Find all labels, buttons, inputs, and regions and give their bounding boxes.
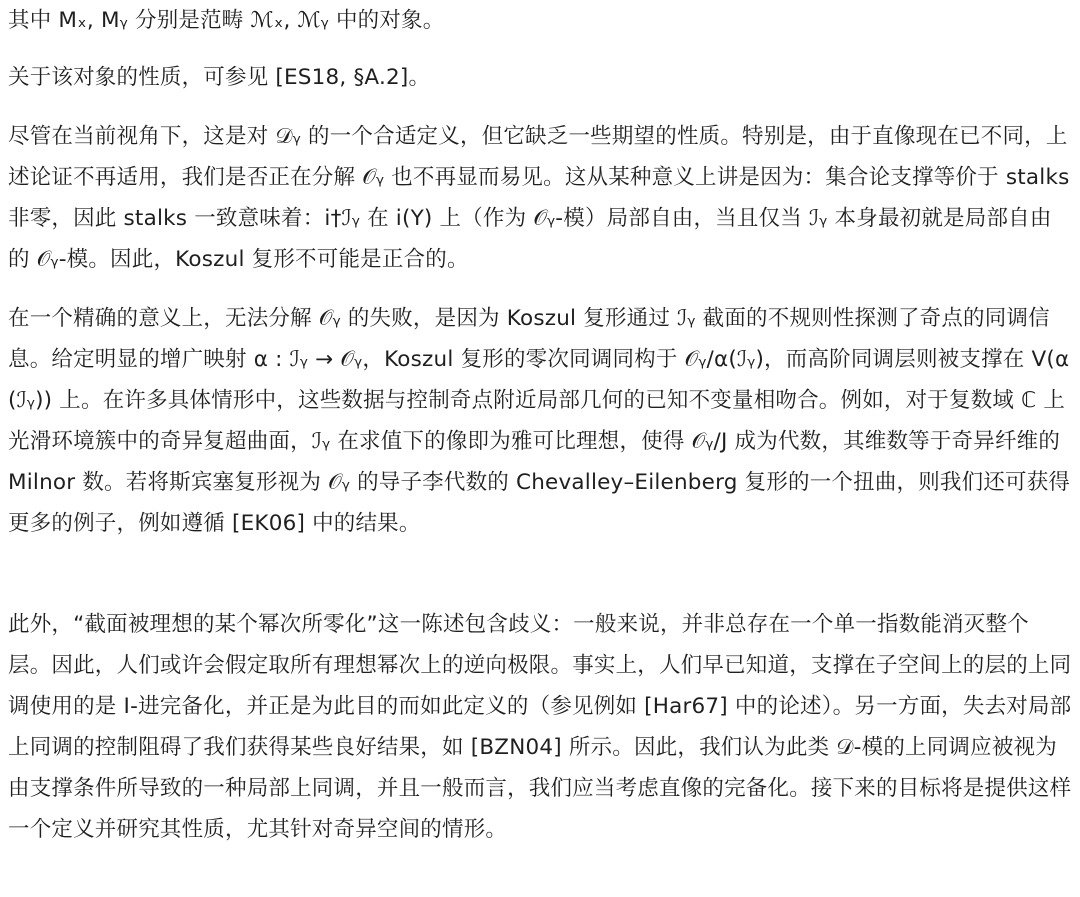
paragraph-1: 其中 Mₓ, Mᵧ 分别是范畴 ℳₓ, ℳᵧ 中的对象。 <box>8 8 445 33</box>
paragraph-4: 在一个精确的意义上，无法分解 𝒪ᵧ 的失败，是因为 Koszul 复形通过 ℐᵧ 截面的不规则性探测了奇点的同调信息。给定明显的增广映射 α : ℐᵧ → 𝒪ᵧ，Koszul 复形的零次同调同构于 𝒪ᵧ/α(ℐᵧ)，而高阶同调层则被支撑在 V(α(ℐᵧ)) 上。在许多具体情形中，这些数据与控制奇点附近局部几何的已知不变量相吻合。例如，对于复数域 ℂ 上光滑环境簇中的奇异复超曲面，ℐᵧ 在求值下的像即为雅可比理想，使得 𝒪ᵧ/J 成为代数，其维数等于奇异纤维的 Milnor 数。若将斯宾塞复形视为 𝒪ᵧ 的导子李代数的 Chevalley–Eilenberg 复形的一个扭曲，则我们还可获得更多的例子，例如遵循 [EK06] 中的结果。 <box>8 306 1071 536</box>
paragraph-3: 尽管在当前视角下，这是对 𝒟ᵧ 的一个合适定义，但它缺乏一些期望的性质。特别是，由于直像现在已不同，上述论证不再适用，我们是否正在分解 𝒪ᵧ 也不再显而易见。这从某种意义上讲是因为：集合论支撑等价于 stalks 非零，因此 stalks 一致意味着：i†ℐᵧ 在 i(Y) 上（作为 𝒪ᵧ-模）局部自由，当且仅当 ℐᵧ 本身最初就是局部自由的 𝒪ᵧ-模。因此，Koszul 复形不可能是正合的。 <box>8 124 1077 272</box>
paragraph-2: 关于该对象的性质，可参见 [ES18, §A.2]。 <box>8 65 431 90</box>
paragraph-5: 此外，“截面被理想的某个幂次所零化”这一陈述包含歧义：一般来说，并非总存在一个单一指数能消灭整个层。因此，人们或许会假定取所有理想幂次上的逆向极限。事实上，人们早已知道，支撑在子空间上的层的上同调使用的是 I-进完备化，并正是为此目的而如此定义的（参见例如 [Har67] 中的论述）。另一方面，失去对局部上同调的控制阻碍了我们获得某些良好结果，如 [BZN04] 所示。因此，我们认为此类 𝒟-模的上同调应被视为由支撑条件所导致的一种局部上同调，并且一般而言，我们应当考虑直像的完备化。接下来的目标将是提供这样一个定义并研究其性质，尤其针对奇异空间的情形。 <box>8 612 1072 842</box>
